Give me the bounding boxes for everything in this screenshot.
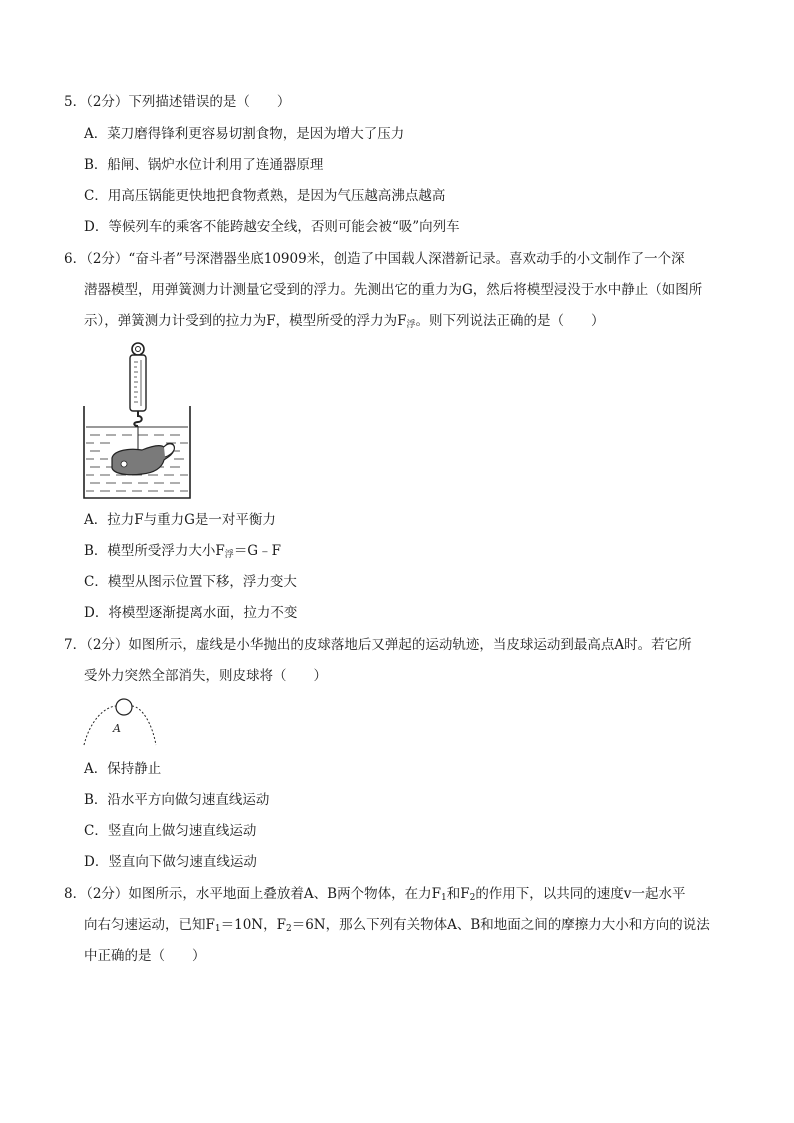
q7-option-a: A．保持静止: [84, 761, 162, 777]
q8-stem-line1: 8．（2分）如图所示，水平地面上叠放着A、B两个物体，在力$F_1$和$F_2$的作用下，以共同的速度v一起水平: [64, 886, 686, 903]
ball-trajectory-figure: [80, 695, 160, 747]
q5-option-a: A．菜刀磨得锋利更容易切割食物，是因为增大了压力: [84, 126, 405, 142]
q7-stem-line2: 受外力突然全部消失，则皮球将（ ）: [84, 668, 327, 684]
spring-scale-figure: [80, 340, 196, 502]
ball-icon: [116, 699, 132, 715]
q6-option-c: C．模型从图示位置下移，浮力变大: [84, 574, 297, 590]
q6-stem-line2: 潜器模型，用弹簧测力计测量它受到的浮力。先测出它的重力为G，然后将模型浸没于水中静止（如图所: [84, 282, 703, 298]
q5-stem: 5．（2分）下列描述错误的是（ ）: [64, 94, 291, 110]
q5-option-b: B．船闸、锅炉水位计利用了连通器原理: [84, 157, 324, 173]
q7-option-b: B．沿水平方向做匀速直线运动: [84, 792, 270, 808]
q6-stem-line1: 6．（2分）“奋斗者”号深潜器坐底10909米，创造了中国载人深潜新记录。喜欢动手的小文制作了一个深: [64, 251, 685, 267]
q6-option-a: A．拉力F与重力G是一对平衡力: [84, 512, 276, 528]
q8-stem-line2: 向右匀速运动，已知$F_1=10N$，$F_2=6N$，那么下列有关物体A、B和地面之间的摩擦力大小和方向的说法: [84, 917, 710, 934]
q7-stem-line1: 7．（2分）如图所示，虚线是小华抛出的皮球落地后又弹起的运动轨迹，当皮球运动到最高点A时。若它所: [64, 637, 692, 653]
q7-option-d: D．竖直向下做匀速直线运动: [84, 854, 257, 870]
q6-option-b: B．模型所受浮力大小F浮＝G﹣F: [84, 543, 281, 560]
q8-stem-line3: 中正确的是（ ）: [84, 948, 206, 964]
q5-option-c: C．用高压锅能更快地把食物煮熟，是因为气压越高沸点越高: [84, 188, 446, 204]
point-a-label: A: [113, 722, 121, 735]
q6-stem-line3: 示），弹簧测力计受到的拉力为F，模型所受的浮力为F浮。则下列说法正确的是（ ）: [84, 313, 605, 330]
q7-option-c: C．竖直向上做匀速直线运动: [84, 823, 257, 839]
q6-option-d: D．将模型逐渐提离水面，拉力不变: [84, 605, 298, 621]
q5-option-d: D．等候列车的乘客不能跨越安全线，否则可能会被“吸”向列车: [84, 219, 460, 235]
